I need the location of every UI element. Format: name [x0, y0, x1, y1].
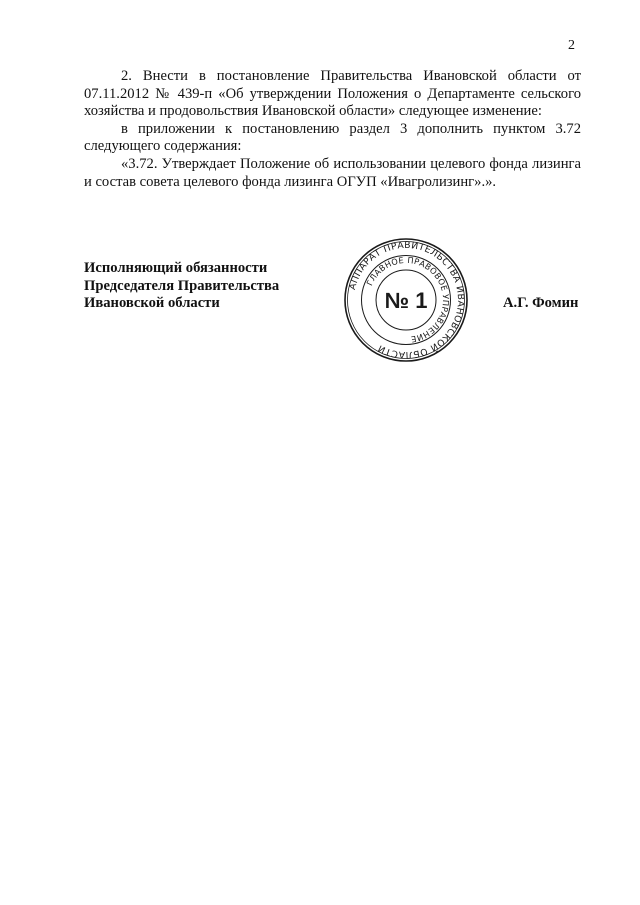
seal-inner-path: ГЛАВНОЕ ПРАВОВОЕ УПРАВЛЕНИЕ [364, 254, 452, 345]
signatory-title-line: Председателя Правительства [84, 277, 280, 294]
signatory-name: А.Г. Фомин [503, 295, 579, 311]
signatory-title-line: Исполняющий обязанности [84, 260, 268, 276]
official-seal [343, 237, 469, 363]
page-number: 2 [568, 38, 575, 53]
paragraph-3: «3.72. Утверждает Положение об использовании целевого фонда лизинга и состав совета целевого фонда лизинга ОГУП «Ивагролизинг».». [84, 155, 581, 190]
seal-outer-path: АППАРАТ ПРАВИТЕЛЬСТВА ИВАНОВСКОЙ ОБЛАСТИ [347, 239, 467, 361]
seal-center-number: № 1 [384, 288, 428, 313]
paragraph-1: 2. Внести в постановление Правительства Ивановской области от 07.11.2012 № 439-п «Об утверждении Положения о Департаменте сельского хозяйства и продовольствия Ивановской области» следующее изменение: [84, 68, 581, 120]
paragraph-2: в приложении к постановлению раздел 3 дополнить пунктом 3.72 следующего содержания: [84, 120, 581, 155]
signatory-title-line: Ивановской области [84, 295, 220, 312]
document-body [84, 68, 581, 191]
signatory-title [84, 260, 279, 313]
